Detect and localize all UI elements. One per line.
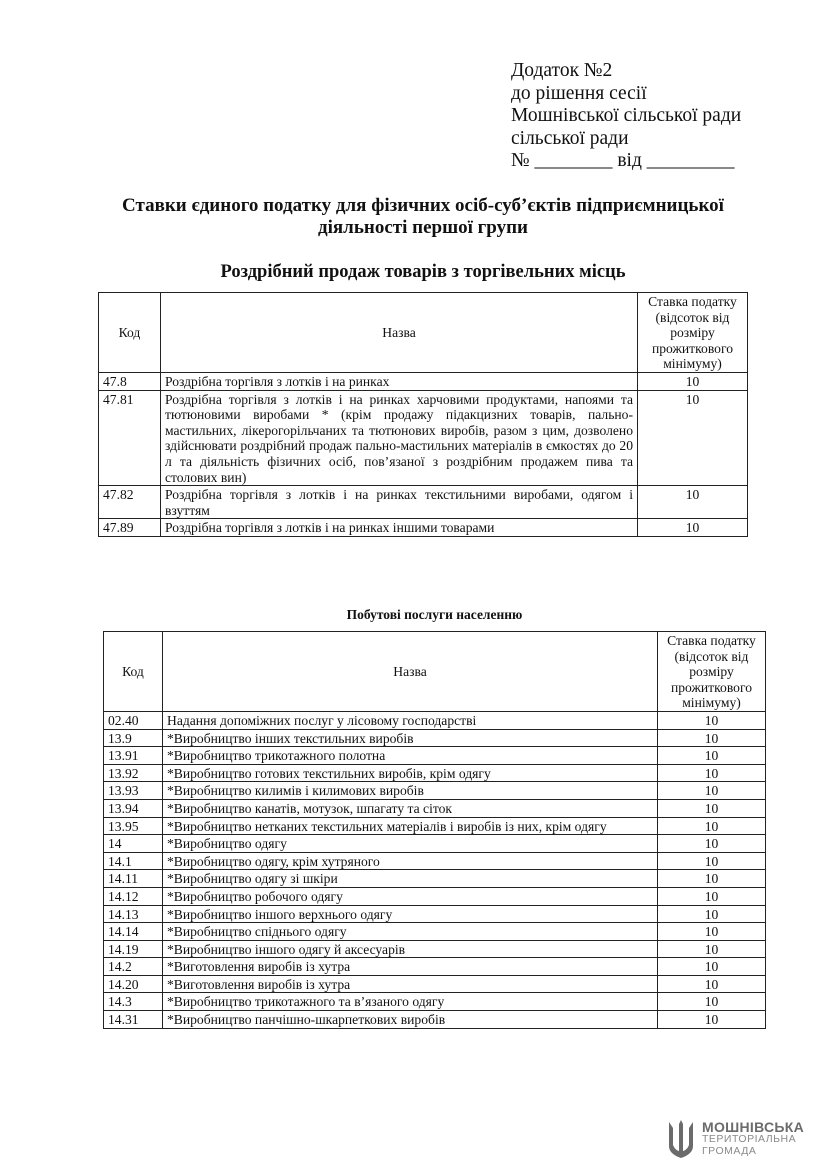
row-code: 13.95 [104, 817, 163, 835]
row-code: 14.20 [104, 975, 163, 993]
row-rate: 10 [638, 390, 748, 486]
row-rate: 10 [638, 486, 748, 519]
row-code: 14.1 [104, 852, 163, 870]
row-code: 02.40 [104, 711, 163, 729]
services-table [103, 631, 766, 1029]
table-row [104, 852, 766, 870]
row-code: 14.3 [104, 993, 163, 1011]
row-rate: 10 [658, 747, 766, 765]
logo-title: МОШНІВСЬКА [702, 1119, 805, 1135]
row-code: 13.9 [104, 729, 163, 747]
row-rate: 10 [638, 372, 748, 390]
row-rate: 10 [658, 782, 766, 800]
row-rate: 10 [658, 887, 766, 905]
row-rate: 10 [658, 817, 766, 835]
row-rate: 10 [658, 870, 766, 888]
row-name: Надання допоміжних послуг у лісовому господарстві [163, 711, 658, 729]
table-header-row [99, 293, 748, 373]
row-rate: 10 [658, 711, 766, 729]
row-code: 14.11 [104, 870, 163, 888]
logo-subtitle: ГРОМАДА [702, 1145, 757, 1157]
table-row [99, 390, 748, 486]
row-code: 13.93 [104, 782, 163, 800]
table-row [104, 975, 766, 993]
row-name: *Виробництво готових текстильних виробів, крім одягу [163, 764, 658, 782]
row-code: 14.13 [104, 905, 163, 923]
services-section-title: Побутові послуги населенню [346, 607, 523, 622]
community-logo [666, 1118, 804, 1160]
row-code: 47.82 [99, 486, 161, 519]
retail-section-title: Роздрібний продаж товарів з торгівельних місць [220, 262, 626, 282]
row-name: *Виробництво трикотажного та в’язаного одягу [163, 993, 658, 1011]
row-name: Роздрібна торгівля з лотків і на ринках іншими товарами [161, 519, 638, 537]
table-row [104, 764, 766, 782]
addendum-line: Мошнівської сільської ради [511, 105, 742, 126]
row-name: *Виробництво трикотажного полотна [163, 747, 658, 765]
table-row [104, 993, 766, 1011]
table-row [104, 782, 766, 800]
table-row [99, 519, 748, 537]
row-rate: 10 [658, 852, 766, 870]
services-table-body [104, 711, 766, 1028]
row-name: *Виробництво одягу [163, 835, 658, 853]
row-code: 14.12 [104, 887, 163, 905]
row-rate: 10 [658, 993, 766, 1011]
row-code: 47.8 [99, 372, 161, 390]
row-rate: 10 [658, 1011, 766, 1029]
table-row [104, 905, 766, 923]
column-header-code: Код [99, 293, 161, 373]
row-code: 13.94 [104, 799, 163, 817]
column-header-name: Назва [163, 632, 658, 712]
row-rate: 10 [658, 799, 766, 817]
row-code: 14.19 [104, 940, 163, 958]
logo-subtitle: ТЕРИТОРІАЛЬНА [702, 1133, 797, 1145]
table-row [104, 940, 766, 958]
table-row [104, 1011, 766, 1029]
addendum-line: сільської ради [511, 127, 629, 149]
table-header-row [104, 632, 766, 712]
row-name: *Виробництво канатів, мотузок, шпагату та сіток [163, 799, 658, 817]
table-row [99, 372, 748, 390]
addendum-block [511, 60, 741, 173]
trident-icon [666, 1118, 696, 1160]
table-row [104, 711, 766, 729]
row-rate: 10 [658, 905, 766, 923]
row-code: 47.89 [99, 519, 161, 537]
column-header-rate: Ставка податку (відсоток від розміру прожиткового мінімуму) [638, 293, 748, 373]
row-name: *Виробництво килимів і килимових виробів [163, 782, 658, 800]
row-rate: 10 [658, 835, 766, 853]
row-code: 47.81 [99, 390, 161, 486]
row-name: Роздрібна торгівля з лотків і на ринках [161, 372, 638, 390]
row-code: 14.2 [104, 958, 163, 976]
row-rate: 10 [658, 940, 766, 958]
table-row [104, 923, 766, 941]
row-name: *Виробництво інших текстильних виробів [163, 729, 658, 747]
row-rate: 10 [658, 975, 766, 993]
row-name: *Виробництво одягу зі шкіри [163, 870, 658, 888]
row-name: *Виробництво іншого одягу й аксесуарів [163, 940, 658, 958]
row-name: *Виробництво нетканих текстильних матеріалів і виробів із них, крім одягу [163, 817, 658, 835]
row-rate: 10 [638, 519, 748, 537]
table-row [104, 887, 766, 905]
row-name: *Виготовлення виробів із хутра [163, 958, 658, 976]
document-title [80, 195, 766, 239]
row-code: 14.14 [104, 923, 163, 941]
table-row [104, 799, 766, 817]
table-row [104, 729, 766, 747]
table-row [99, 486, 748, 519]
row-rate: 10 [658, 958, 766, 976]
column-header-name: Назва [161, 293, 638, 373]
row-name: Роздрібна торгівля з лотків і на ринках текстильними виробами, одягом і взуттям [161, 486, 638, 519]
addendum-number-line: № ________ від _________ [511, 150, 735, 171]
table-row [104, 817, 766, 835]
row-name: *Виробництво іншого верхнього одягу [163, 905, 658, 923]
document-title-line: діяльності першої групи [318, 217, 528, 238]
retail-table-body [99, 372, 748, 536]
row-rate: 10 [658, 764, 766, 782]
row-name: *Виробництво одягу, крім хутряного [163, 852, 658, 870]
row-code: 14 [104, 835, 163, 853]
retail-table [98, 292, 748, 537]
row-rate: 10 [658, 729, 766, 747]
row-name: *Виробництво спіднього одягу [163, 923, 658, 941]
addendum-line: Додаток №2 [511, 60, 613, 81]
column-header-rate: Ставка податку (відсоток від розміру прожиткового мінімуму) [658, 632, 766, 712]
table-row [104, 870, 766, 888]
addendum-line: до рішення сесії [511, 82, 647, 104]
row-name: *Виробництво панчішно-шкарпеткових виробів [163, 1011, 658, 1029]
table-row [104, 835, 766, 853]
row-name: *Виробництво робочого одягу [163, 887, 658, 905]
table-row [104, 747, 766, 765]
row-code: 14.31 [104, 1011, 163, 1029]
row-rate: 10 [658, 923, 766, 941]
row-name: *Виготовлення виробів із хутра [163, 975, 658, 993]
table-row [104, 958, 766, 976]
document-title-line: Ставки єдиного податку для фізичних осіб-суб’єктів підприємницької [122, 195, 724, 216]
row-name: Роздрібна торгівля з лотків і на ринках харчовими продуктами, напоями та тютюновими виробами * (крім продажу підакцизних товарів, пально-мастильних, лікерогорільчаних та тютюнових виробів, разом з цим, дозволено здійснювати роздрібний продаж пально-мастильних матеріалів в ємкостях до 20 л та діяльність фізичних осіб, пов’язаної з роздрібним продажем пива та столових вин) [161, 390, 638, 486]
row-code: 13.91 [104, 747, 163, 765]
column-header-code: Код [104, 632, 163, 712]
row-code: 13.92 [104, 764, 163, 782]
